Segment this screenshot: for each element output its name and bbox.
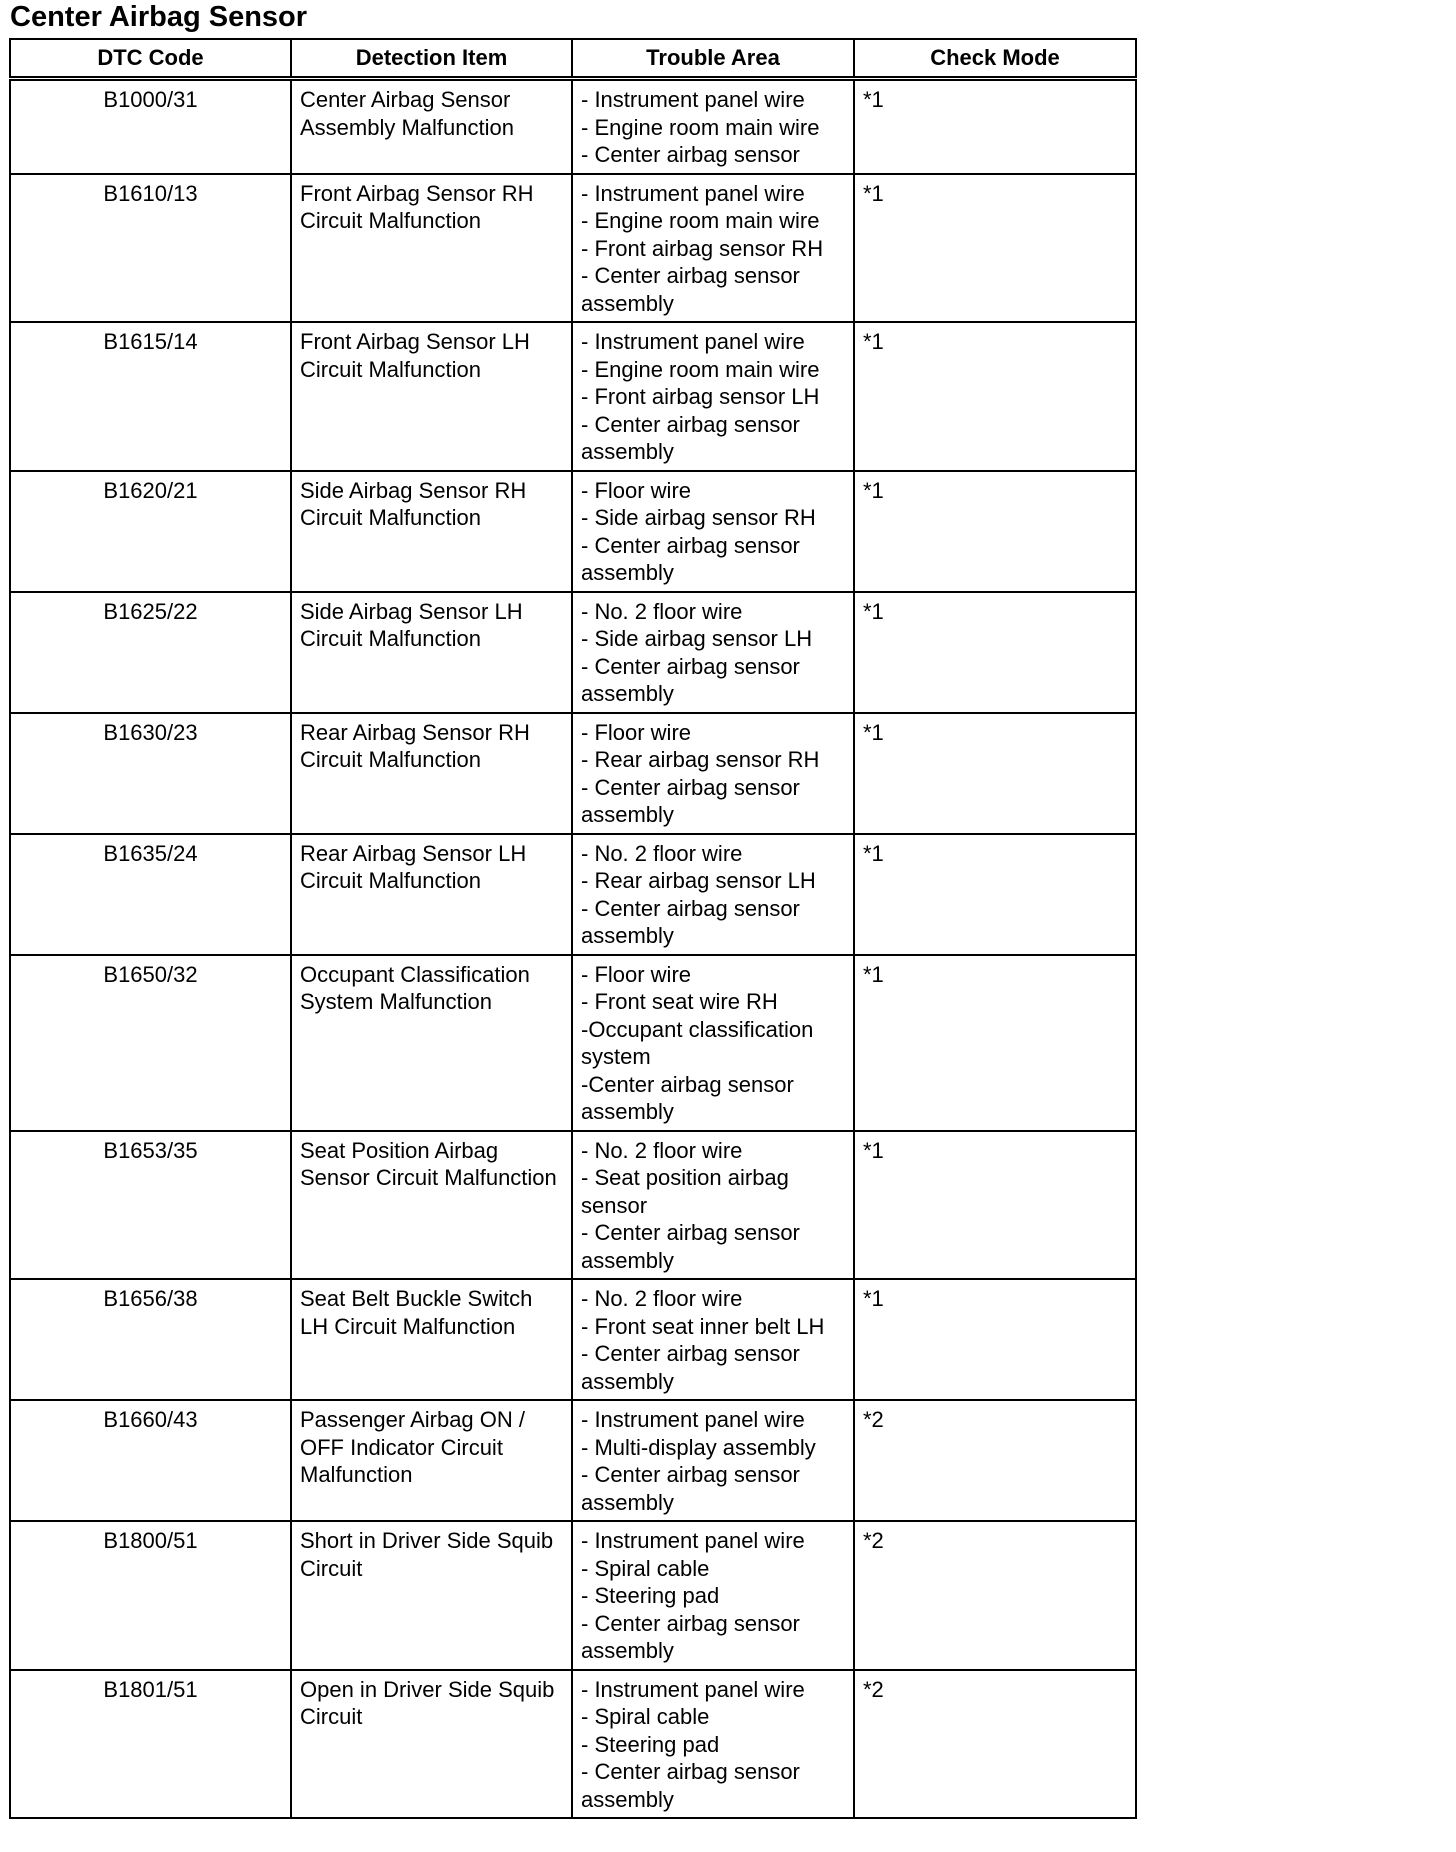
trouble-area-line: - Steering pad bbox=[581, 1583, 720, 1608]
trouble-area-line: - Center airbag sensor bbox=[581, 532, 800, 558]
dtc-code-cell: B1000/31 bbox=[10, 79, 291, 174]
trouble-area-line: - Floor wire bbox=[581, 477, 692, 503]
header-dtc-code: DTC Code bbox=[10, 39, 291, 79]
detection-item-line: OFF Indicator Circuit bbox=[300, 1434, 503, 1460]
trouble-area-line: - Front airbag sensor RH bbox=[581, 235, 824, 261]
trouble-area-line: - Instrument panel wire bbox=[581, 1528, 805, 1553]
trouble-area-line: - No. 2 floor wire bbox=[581, 1137, 743, 1163]
trouble-area-cell bbox=[572, 1521, 854, 1670]
dtc-code-cell: B1610/13 bbox=[10, 174, 291, 323]
trouble-area-cell bbox=[572, 322, 854, 471]
trouble-area-line: sensor bbox=[581, 1192, 648, 1218]
detection-item-line: Front Airbag Sensor LH bbox=[300, 329, 530, 354]
check-mode-cell: *1 bbox=[854, 322, 1136, 471]
trouble-area-line: - Center airbag sensor bbox=[581, 653, 800, 679]
trouble-area-cell bbox=[572, 174, 854, 323]
detection-item-line: Seat Belt Buckle Switch bbox=[300, 1286, 533, 1311]
trouble-area-line: - No. 2 floor wire bbox=[581, 598, 743, 624]
trouble-area-line: assembly bbox=[581, 560, 674, 585]
detection-item-cell bbox=[291, 1670, 572, 1819]
trouble-area-line: - Engine room main wire bbox=[581, 356, 820, 382]
dtc-code-cell: B1660/43 bbox=[10, 1400, 291, 1521]
header-trouble-area: Trouble Area bbox=[572, 39, 854, 79]
page-title: Center Airbag Sensor bbox=[10, 1, 308, 33]
detection-item-cell bbox=[291, 834, 572, 955]
trouble-area-line: - No. 2 floor wire bbox=[581, 840, 743, 866]
trouble-area-line: - Front seat inner belt LH bbox=[581, 1313, 825, 1339]
dtc-code-cell: B1635/24 bbox=[10, 834, 291, 955]
trouble-area-cell bbox=[572, 1279, 854, 1400]
detection-item-cell bbox=[291, 1131, 572, 1280]
detection-item-line: Circuit Malfunction bbox=[300, 626, 481, 651]
table-row bbox=[10, 174, 1136, 323]
trouble-area-line: assembly bbox=[581, 681, 674, 706]
trouble-area-line: - Instrument panel wire bbox=[581, 180, 805, 206]
trouble-area-line: - Center airbag sensor bbox=[581, 411, 800, 437]
dtc-table bbox=[9, 38, 1137, 1819]
trouble-area-line: - Steering pad bbox=[581, 1731, 720, 1757]
detection-item-line: Passenger Airbag ON / bbox=[300, 1407, 526, 1432]
dtc-code-cell: B1625/22 bbox=[10, 592, 291, 713]
check-mode-cell: *1 bbox=[854, 713, 1136, 834]
trouble-area-line: assembly bbox=[581, 802, 674, 827]
dtc-code-cell: B1800/51 bbox=[10, 1521, 291, 1670]
detection-item-line: LH Circuit Malfunction bbox=[300, 1313, 516, 1339]
table-row bbox=[10, 713, 1136, 834]
check-mode-cell: *1 bbox=[854, 174, 1136, 323]
table-row bbox=[10, 1521, 1136, 1670]
detection-item-cell bbox=[291, 713, 572, 834]
detection-item-line: Circuit Malfunction bbox=[300, 747, 481, 772]
detection-item-cell bbox=[291, 955, 572, 1131]
trouble-area-line: - Spiral cable bbox=[581, 1704, 710, 1729]
table-row bbox=[10, 1279, 1136, 1400]
trouble-area-line: - Side airbag sensor RH bbox=[581, 505, 816, 530]
check-mode-cell: *1 bbox=[854, 1279, 1136, 1400]
check-mode-cell: *2 bbox=[854, 1521, 1136, 1670]
trouble-area-line: -Center airbag sensor bbox=[581, 1071, 794, 1097]
detection-item-line: Malfunction bbox=[300, 1462, 413, 1487]
trouble-area-line: assembly bbox=[581, 1489, 674, 1515]
detection-item-line: Circuit Malfunction bbox=[300, 505, 481, 530]
trouble-area-line: -Occupant classification bbox=[581, 1016, 814, 1042]
check-mode-cell: *2 bbox=[854, 1400, 1136, 1521]
header-check-mode: Check Mode bbox=[854, 39, 1136, 79]
trouble-area-line: - Front seat wire RH bbox=[581, 989, 778, 1014]
detection-item-line: Side Airbag Sensor LH bbox=[300, 598, 523, 624]
trouble-area-line: - Center airbag sensor bbox=[581, 1610, 800, 1636]
trouble-area-line: - Instrument panel wire bbox=[581, 87, 805, 112]
dtc-code-cell: B1630/23 bbox=[10, 713, 291, 834]
detection-item-line: Center Airbag Sensor bbox=[300, 87, 511, 112]
detection-item-line: Circuit bbox=[300, 1704, 363, 1729]
table-row bbox=[10, 1131, 1136, 1280]
dtc-code-cell: B1620/21 bbox=[10, 471, 291, 592]
trouble-area-line: - Center airbag sensor bbox=[581, 1341, 800, 1366]
detection-item-line: Circuit Malfunction bbox=[300, 208, 481, 233]
check-mode-cell: *1 bbox=[854, 79, 1136, 174]
dtc-code-cell: B1650/32 bbox=[10, 955, 291, 1131]
trouble-area-line: - Center airbag sensor bbox=[581, 263, 800, 288]
trouble-area-line: - Spiral cable bbox=[581, 1555, 710, 1581]
trouble-area-line: - Center airbag sensor bbox=[581, 895, 800, 921]
detection-item-line: Front Airbag Sensor RH bbox=[300, 180, 534, 206]
detection-item-cell bbox=[291, 174, 572, 323]
trouble-area-cell bbox=[572, 471, 854, 592]
trouble-area-line: - Center airbag sensor bbox=[581, 1220, 800, 1245]
trouble-area-line: - Center airbag sensor bbox=[581, 142, 800, 167]
detection-item-line: Circuit Malfunction bbox=[300, 356, 481, 382]
detection-item-line: Circuit Malfunction bbox=[300, 868, 481, 893]
check-mode-cell: *1 bbox=[854, 1131, 1136, 1280]
trouble-area-line: assembly bbox=[581, 923, 674, 948]
table-row bbox=[10, 471, 1136, 592]
trouble-area-line: assembly bbox=[581, 290, 674, 316]
table-row bbox=[10, 955, 1136, 1131]
detection-item-line: Seat Position Airbag bbox=[300, 1137, 499, 1163]
check-mode-cell: *2 bbox=[854, 1670, 1136, 1819]
table-header-row bbox=[10, 39, 1136, 79]
trouble-area-line: - Side airbag sensor LH bbox=[581, 626, 813, 651]
detection-item-cell bbox=[291, 322, 572, 471]
trouble-area-line: - Floor wire bbox=[581, 961, 692, 987]
trouble-area-cell bbox=[572, 1670, 854, 1819]
detection-item-cell bbox=[291, 592, 572, 713]
trouble-area-line: - Center airbag sensor bbox=[581, 1462, 800, 1487]
trouble-area-line: system bbox=[581, 1044, 651, 1069]
dtc-code-cell: B1656/38 bbox=[10, 1279, 291, 1400]
trouble-area-line: - Seat position airbag bbox=[581, 1165, 789, 1190]
detection-item-cell bbox=[291, 79, 572, 174]
detection-item-line: Circuit bbox=[300, 1555, 363, 1581]
table-row bbox=[10, 322, 1136, 471]
detection-item-line: Rear Airbag Sensor LH bbox=[300, 840, 527, 866]
check-mode-cell: *1 bbox=[854, 834, 1136, 955]
trouble-area-line: - Instrument panel wire bbox=[581, 329, 805, 354]
trouble-area-line: - Instrument panel wire bbox=[581, 1407, 805, 1432]
trouble-area-cell bbox=[572, 713, 854, 834]
detection-item-line: Rear Airbag Sensor RH bbox=[300, 719, 530, 745]
trouble-area-line: - Rear airbag sensor RH bbox=[581, 747, 820, 772]
trouble-area-line: - Engine room main wire bbox=[581, 114, 820, 140]
table-row bbox=[10, 1670, 1136, 1819]
detection-item-line: Assembly Malfunction bbox=[300, 114, 514, 140]
trouble-area-line: - Rear airbag sensor LH bbox=[581, 868, 816, 893]
detection-item-line: Open in Driver Side Squib bbox=[300, 1676, 555, 1702]
table-row bbox=[10, 1400, 1136, 1521]
trouble-area-line: assembly bbox=[581, 1099, 674, 1124]
trouble-area-line: - Engine room main wire bbox=[581, 208, 820, 233]
trouble-area-line: - No. 2 floor wire bbox=[581, 1286, 743, 1311]
detection-item-line: Sensor Circuit Malfunction bbox=[300, 1165, 557, 1190]
trouble-area-line: assembly bbox=[581, 1247, 674, 1273]
dtc-code-cell: B1801/51 bbox=[10, 1670, 291, 1819]
check-mode-cell: *1 bbox=[854, 955, 1136, 1131]
detection-item-cell bbox=[291, 1521, 572, 1670]
check-mode-cell: *1 bbox=[854, 592, 1136, 713]
trouble-area-line: - Floor wire bbox=[581, 719, 692, 745]
detection-item-cell bbox=[291, 1279, 572, 1400]
table-row bbox=[10, 834, 1136, 955]
trouble-area-cell bbox=[572, 79, 854, 174]
trouble-area-cell bbox=[572, 1131, 854, 1280]
trouble-area-cell bbox=[572, 834, 854, 955]
detection-item-cell bbox=[291, 471, 572, 592]
trouble-area-line: - Center airbag sensor bbox=[581, 1759, 800, 1784]
trouble-area-cell bbox=[572, 1400, 854, 1521]
trouble-area-line: - Instrument panel wire bbox=[581, 1676, 805, 1702]
dtc-code-cell: B1615/14 bbox=[10, 322, 291, 471]
dtc-code-cell: B1653/35 bbox=[10, 1131, 291, 1280]
detection-item-line: Short in Driver Side Squib bbox=[300, 1528, 554, 1553]
table-row bbox=[10, 79, 1136, 174]
trouble-area-line: assembly bbox=[581, 439, 674, 464]
trouble-area-line: assembly bbox=[581, 1786, 674, 1812]
header-detection-item: Detection Item bbox=[291, 39, 572, 79]
trouble-area-line: assembly bbox=[581, 1368, 674, 1394]
detection-item-line: Occupant Classification bbox=[300, 961, 530, 987]
trouble-area-line: assembly bbox=[581, 1638, 674, 1663]
trouble-area-cell bbox=[572, 955, 854, 1131]
detection-item-line: Side Airbag Sensor RH bbox=[300, 477, 527, 503]
detection-item-cell bbox=[291, 1400, 572, 1521]
table-row bbox=[10, 592, 1136, 713]
trouble-area-line: - Center airbag sensor bbox=[581, 774, 800, 800]
trouble-area-line: - Front airbag sensor LH bbox=[581, 384, 820, 409]
table-body bbox=[10, 79, 1136, 1819]
trouble-area-line: - Multi-display assembly bbox=[581, 1434, 816, 1460]
check-mode-cell: *1 bbox=[854, 471, 1136, 592]
trouble-area-cell bbox=[572, 592, 854, 713]
detection-item-line: System Malfunction bbox=[300, 989, 492, 1014]
